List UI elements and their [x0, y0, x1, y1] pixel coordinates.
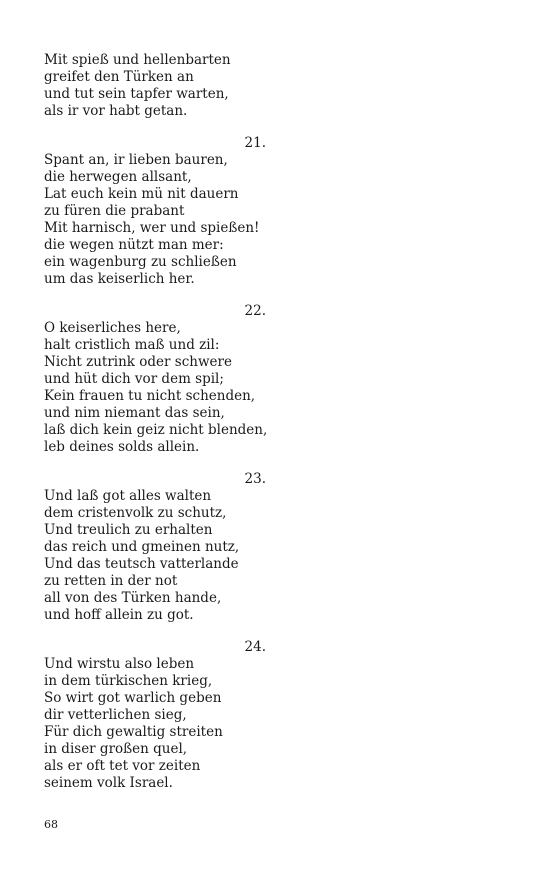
- verse-line: als er oft tet vor zeiten: [44, 758, 201, 774]
- verse-line: leb deines solds allein.: [44, 439, 200, 455]
- verse-line: Nicht zutrink oder schwere: [44, 354, 232, 370]
- verse-line: Mit harnisch, wer und spießen!: [44, 220, 260, 236]
- verse-line: Und treulich zu erhalten: [44, 522, 213, 538]
- verse-line: und tut sein tapfer warten,: [44, 86, 229, 102]
- stanza-lines: [44, 52, 266, 120]
- verse-line: die herwegen allsant,: [44, 169, 192, 185]
- verse-line: Spant an, ir lieben bauren,: [44, 152, 228, 168]
- stanza-lines: [44, 656, 266, 792]
- verse-line: Und laß got alles walten: [44, 488, 212, 504]
- verse-line: in dem türkischen krieg,: [44, 673, 213, 689]
- verse-line: Und das teutsch vatterlande: [44, 556, 239, 572]
- verse-line: zu retten in der not: [44, 573, 178, 589]
- stanza-24: [44, 639, 266, 792]
- verse-line: laß dich kein geiz nicht blenden,: [44, 422, 268, 438]
- stanza-number: 21.: [244, 135, 266, 151]
- stanza-lines: [44, 152, 266, 288]
- verse-line: um das keiserlich her.: [44, 271, 195, 287]
- verse-line: dir vetterlichen sieg,: [44, 707, 187, 723]
- verse-line: als ir vor habt getan.: [44, 103, 188, 119]
- stanza-lines: [44, 320, 266, 456]
- page-number: 68: [44, 818, 58, 831]
- verse-line: halt cristlich maß und zil:: [44, 337, 220, 353]
- stanza-21: [44, 135, 266, 288]
- verse-line: O keiserliches here,: [44, 320, 181, 336]
- stanza-continuation: [44, 52, 266, 120]
- verse-line: Und wirstu also leben: [44, 656, 195, 672]
- verse-line: in diser großen quel,: [44, 741, 188, 757]
- verse-line: dem cristenvolk zu schutz,: [44, 505, 227, 521]
- verse-line: seinem volk Israel.: [44, 775, 173, 791]
- stanza-lines: [44, 488, 266, 624]
- verse-line: und nim niemant das sein,: [44, 405, 225, 421]
- verse-line: das reich und gmeinen nutz,: [44, 539, 240, 555]
- stanza-number: 22.: [244, 303, 266, 319]
- verse-line: Für dich gewaltig streiten: [44, 724, 223, 740]
- stanza-22: [44, 303, 266, 456]
- verse-line: So wirt got warlich geben: [44, 690, 222, 706]
- verse-line: all von des Türken hande,: [44, 590, 222, 606]
- verse-line: ein wagenburg zu schließen: [44, 254, 237, 270]
- stanza-number: 24.: [244, 639, 266, 655]
- verse-line: Lat euch kein mü nit dauern: [44, 186, 239, 202]
- verse-line: Kein frauen tu nicht schenden,: [44, 388, 256, 404]
- stanza-23: [44, 471, 266, 624]
- verse-line: und hüt dich vor dem spil;: [44, 371, 224, 387]
- verse-line: zu füren die prabant: [44, 203, 185, 219]
- verse-line: greifet den Türken an: [44, 69, 194, 85]
- verse-line: Mit spieß und hellenbarten: [44, 52, 231, 68]
- verse-line: und hoff allein zu got.: [44, 607, 194, 623]
- verse-line: die wegen nützt man mer:: [44, 237, 224, 253]
- stanza-number: 23.: [244, 471, 266, 487]
